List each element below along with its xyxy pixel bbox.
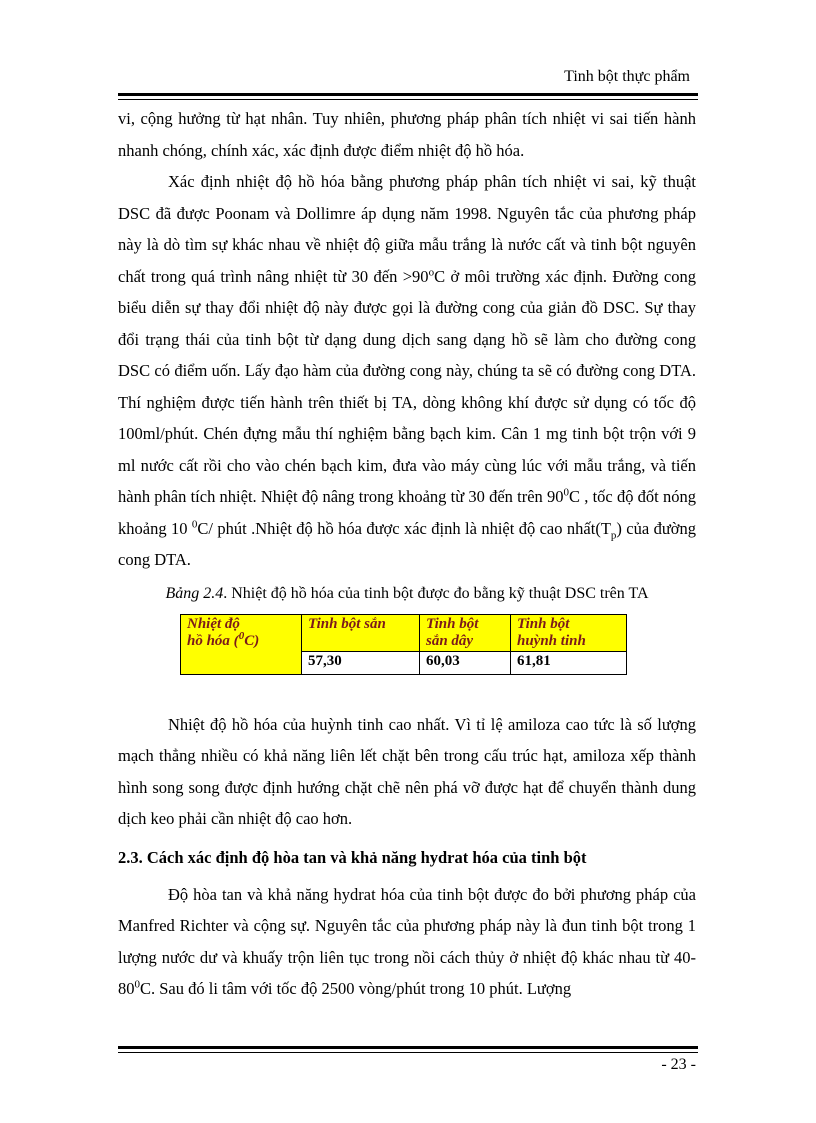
paragraph-2-part-c: C , tốc độ đốt nóng khoảng 10 [118, 487, 696, 538]
table-caption-label: Bảng 2.4 [165, 584, 224, 602]
value-cell: 57,30 [302, 651, 420, 674]
column-header-line1: Tinh bột [517, 615, 570, 632]
column-header-tinh-bot-san [302, 614, 420, 651]
superscript: 0 [134, 978, 140, 991]
header-rule [118, 93, 698, 96]
paragraph-2-part-d: C/ phút .Nhiệt độ hồ hóa được xác định là nhiệt độ cao nhất(T [197, 518, 611, 538]
gelatinization-table [180, 614, 627, 675]
column-header-line1: Tinh bột sắn [308, 615, 386, 632]
paragraph-1: vi, cộng hưởng từ hạt nhân. Tuy nhiên, phương pháp phân tích nhiệt vi sai tiến hành nhanh chóng, chính xác, xác định được điểm nhiệt độ hồ hóa. [118, 109, 696, 160]
page-number: - 23 - [661, 1056, 696, 1073]
superscript: 0 [238, 629, 245, 642]
footer-rule [118, 1046, 698, 1049]
row-header-line2a: hồ hóa ( [187, 632, 239, 649]
row-header-cell [181, 614, 302, 674]
paragraph-2 [118, 166, 696, 576]
paragraph-3: Nhiệt độ hồ hóa của huỳnh tinh cao nhất. Vì tỉ lệ amiloza cao tức là số lượng mạch thẳng nhiều có khả năng liên lết chặt bên trong cấu trúc hạt, amiloza xếp thành hình song song được định hướng chặt chẽ nên phá vỡ được hạt để chuyển thành dung dịch keo phải cần nhiệt độ cao hơn. [118, 714, 696, 828]
superscript: 0 [191, 518, 198, 530]
row-header-line1: Nhiệt độ [187, 615, 240, 632]
paragraph-2-part-e: ) của đường cong DTA. [118, 518, 697, 569]
column-header-tinh-bot-san-day [420, 614, 511, 651]
paragraph-4-part-a: Độ hòa tan và khả năng hydrat hóa của tinh bột được đo bởi phương pháp của Manfred Richter và cộng sự. Nguyên tắc của phương pháp này là đun tinh bột trong 1 lượng nước dư và khuấy trộn liên tục trong nồi cách thủy ở nhiệt độ khác nhau từ 40-80 [118, 884, 696, 998]
row-header-line2b: C) [244, 632, 260, 649]
paragraph-4 [118, 879, 696, 1005]
column-header-line1: Tinh bột [426, 615, 479, 632]
table-header-row [181, 614, 627, 651]
paragraph-4-part-b: C. Sau đó li tâm với tốc độ 2500 vòng/phút trong 10 phút. Lượng [140, 979, 572, 998]
header-title: Tinh bột thực phẩm [564, 68, 690, 85]
subscript: p [610, 528, 617, 541]
paragraph-2-part-a: Xác định nhiệt độ hồ hóa bằng phương pháp phân tích nhiệt vi sai, kỹ thuật DSC đã được Poonam và Dollimre áp dụng năm 1998. Nguyên tắc của phương pháp này là dò tìm sự khác nhau về nhiệt độ giữa mẫu trắng là nước cất và tinh bột nguyên chất trong quá trình nâng nhiệt từ 30 đến >90 [118, 172, 696, 286]
paragraph-2-part-b: C ở môi trường xác định. Đường cong biểu diễn sự thay đổi nhiệt độ này được gọi là đường cong của giản đồ DSC. Sự thay đổi trạng thái của tinh bột từ dạng dung dịch sang dạng hồ sẽ làm cho đường cong DSC có điểm uốn. Lấy đạo hàm của đường cong này, chúng ta sẽ có đường cong DTA. Thí nghiệm được tiến hành trên thiết bị TA, dòng không khí được sử dụng có tốc độ 100ml/phút. Chén đựng mẫu thí nghiệm bằng bạch kim. Cân 1 mg tinh bột trộn với 9 ml nước cất rồi cho vào chén bạch kim, đưa vào máy cùng lúc với mẫu trắng, và tiến hành phân tích nhiệt. Nhiệt độ nâng trong khoảng từ 30 đến trên 90 [118, 266, 696, 506]
footer-rule-thin [118, 1052, 698, 1053]
value-cell: 60,03 [420, 651, 511, 674]
column-header-line2: huỳnh tinh [517, 632, 586, 649]
column-header-tinh-bot-huynh-tinh [511, 614, 627, 651]
table-caption [118, 580, 696, 608]
superscript: o [428, 266, 435, 278]
superscript: 0 [563, 486, 570, 499]
section-heading: 2.3. Cách xác định độ hòa tan và khả năng hydrat hóa của tinh bột [118, 847, 587, 867]
table-caption-text: . Nhiệt độ hồ hóa của tinh bột được đo bằng kỹ thuật DSC trên TA [223, 584, 649, 602]
value-cell: 61,81 [511, 651, 627, 674]
page-content [118, 103, 696, 1005]
header-rule-thin [118, 99, 698, 100]
column-header-line2: sắn dây [426, 632, 474, 649]
